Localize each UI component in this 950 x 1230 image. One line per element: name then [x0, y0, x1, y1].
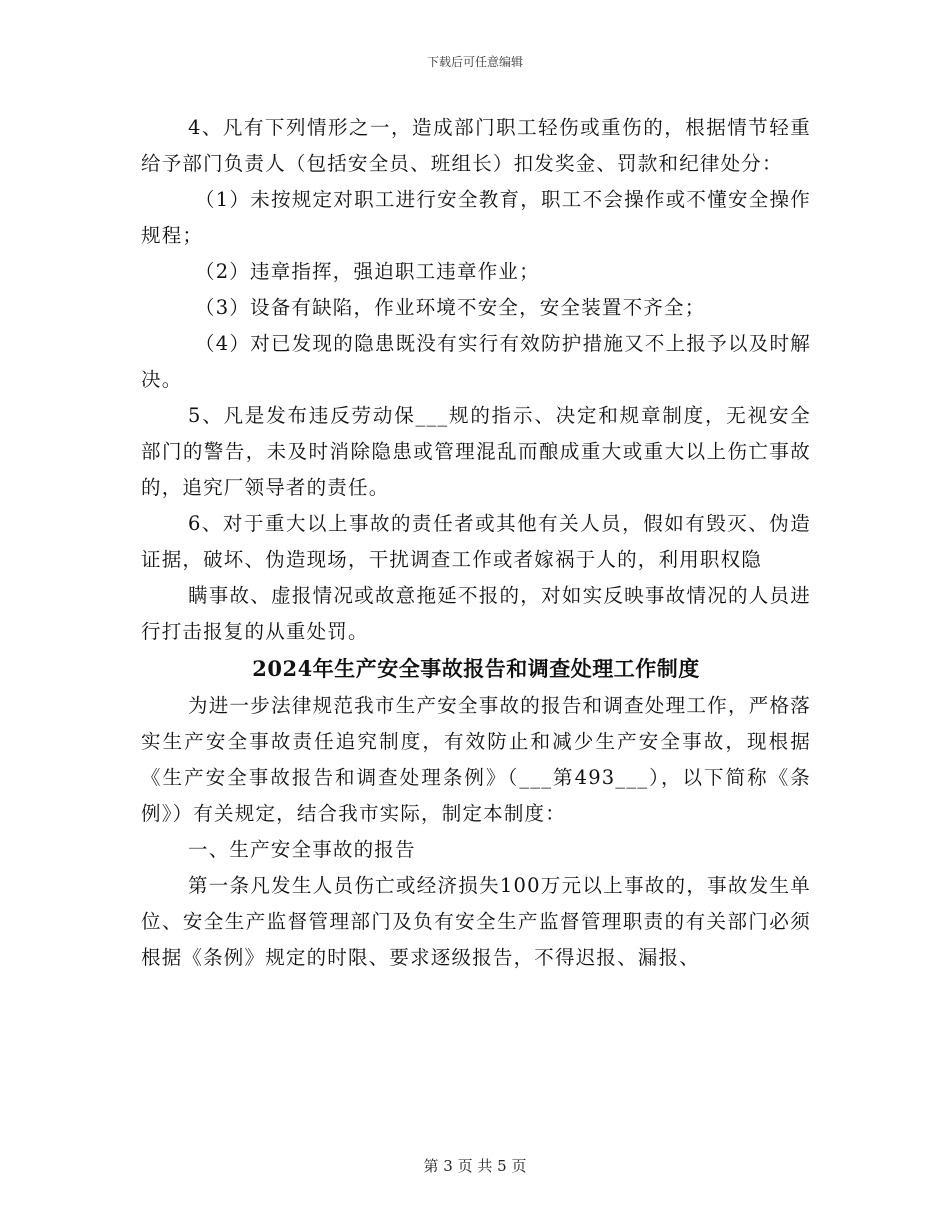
document-body [141, 110, 811, 976]
list-item-4: （4）对已发现的隐患既没有实行有效防护措施又不上报予以及时解决。 [141, 332, 811, 391]
paragraph-item-5: 5、凡是发布违反劳动保___规的指示、决定和规章制度，无视安全部门的警告，未及时消除隐患或管理混乱而酿成重大或重大以上伤亡事故的，追究厂领导者的责任。 [141, 404, 811, 499]
list-item-3: （3）设备有缺陷，作业环境不安全，安全装置不齐全； [195, 296, 706, 319]
section-heading-1: 一、生产安全事故的报告 [188, 838, 416, 861]
article-1: 第一条凡发生人员伤亡或经济损失100万元以上事故的，事故发生单位、安全生产监督管理部门及负有安全生产监督管理职责的有关部门必须根据《条例》规定的时限、要求逐级报告，不得迟报、漏报、 [141, 874, 811, 969]
section-intro: 为进一步法律规范我市生产安全事故的报告和调查处理工作，严格落实生产安全事故责任追究制度，有效防止和减少生产安全事故，现根据《生产安全事故报告和调查处理条例》（___第493___），以下简称《条例》）有关规定，结合我市实际，制定本制度： [141, 694, 811, 825]
page-footer: 第 3 页 共 5 页 [423, 1157, 527, 1175]
list-item-2: （2）违章指挥，强迫职工违章作业； [195, 260, 540, 283]
paragraph-item-6-continued: 瞒事故、虚报情况或故意拖延不报的，对如实反映事故情况的人员进行打击报复的从重处罚。 [141, 584, 811, 643]
section-title: 2024年生产安全事故报告和调查处理工作制度 [252, 656, 700, 681]
paragraph-item-4: 4、凡有下列情形之一，造成部门职工轻伤或重伤的，根据情节轻重给予部门负责人（包括安全员、班组长）扣发奖金、罚款和纪律处分： [141, 116, 811, 175]
list-item-1: （1）未按规定对职工进行安全教育，职工不会操作或不懂安全操作规程； [141, 188, 811, 247]
paragraph-item-6: 6、对于重大以上事故的责任者或其他有关人员，假如有毁灭、伪造证据，破坏、伪造现场，干扰调查工作或者嫁祸于人的，利用职权隐 [141, 512, 811, 571]
page-header: 下载后可任意编辑 [426, 55, 523, 69]
